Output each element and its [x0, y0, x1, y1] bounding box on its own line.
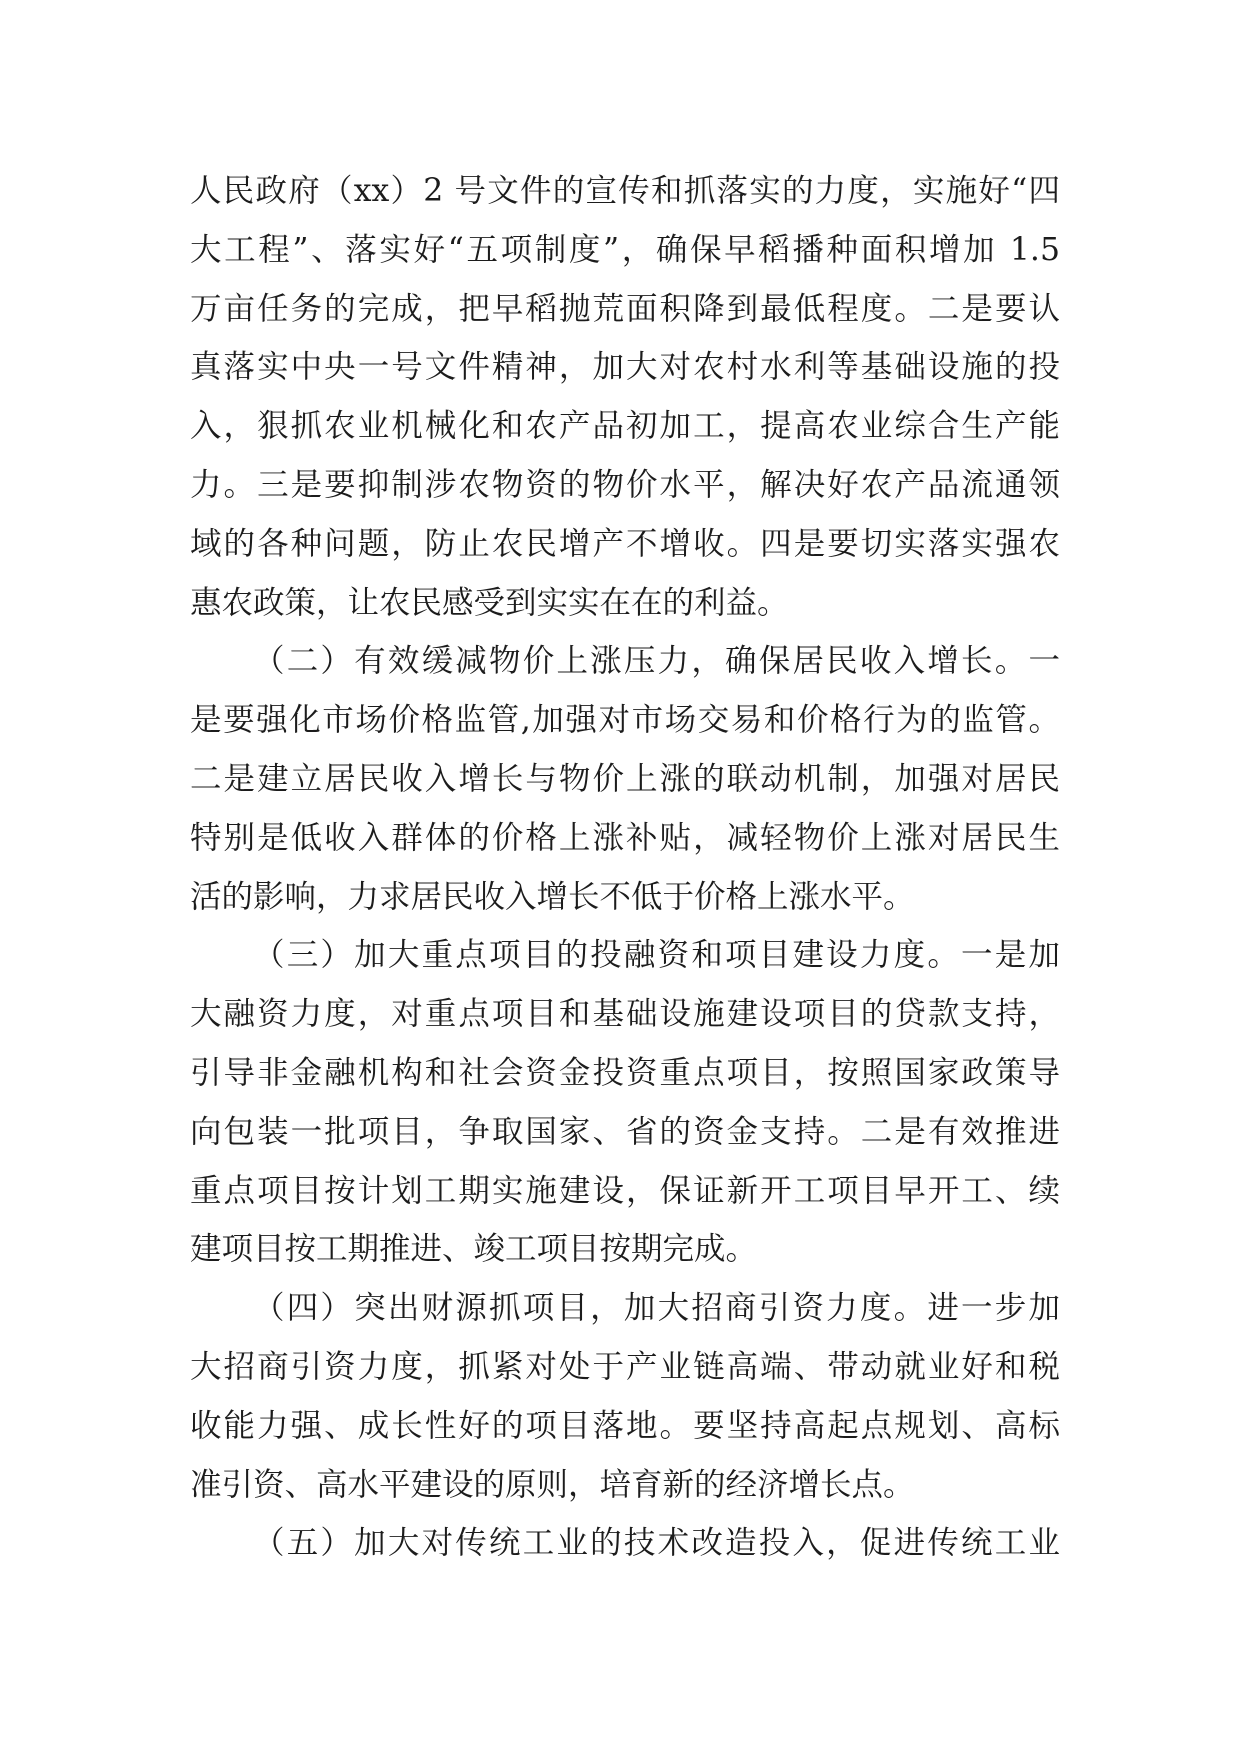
paragraph [190, 926, 1060, 1279]
text-line: 重点项目按计划工期实施建设，保证新开工项目早开工、续 [190, 1172, 1060, 1209]
paragraph [190, 1279, 1060, 1514]
text-line: 建项目按工期推进、竣工项目按期完成。 [190, 1231, 758, 1268]
text-line: 是要强化市场价格监管,加强对市场交易和价格行为的监管。 [190, 702, 1060, 739]
text-line: 真落实中央一号文件精神，加大对农村水利等基础设施的投 [190, 349, 1060, 386]
paragraph [190, 1514, 1060, 1573]
text-line: 大招商引资力度，抓紧对处于产业链高端、带动就业好和税 [190, 1348, 1060, 1385]
paragraph [190, 162, 1060, 632]
text-line: 活的影响，力求居民收入增长不低于价格上涨水平。 [190, 878, 915, 915]
text-line: 二是建立居民收入增长与物价上涨的联动机制，加强对居民 [190, 760, 1060, 797]
text-line: 引导非金融机构和社会资金投资重点项目，按照国家政策导 [190, 1054, 1060, 1091]
text-line: （五）加大对传统工业的技术改造投入，促进传统工业 [253, 1525, 1060, 1562]
text-line: 收能力强、成长性好的项目落地。要坚持高起点规划、高标 [190, 1407, 1060, 1444]
text-line: 万亩任务的完成，把早稻抛荒面积降到最低程度。二是要认 [190, 290, 1060, 327]
text-line: 大工程”、落实好“五项制度”，确保早稻播种面积增加 1.5 [190, 231, 1060, 268]
text-line: 准引资、高水平建设的原则，培育新的经济增长点。 [190, 1466, 915, 1503]
paragraph [190, 632, 1060, 926]
text-line: 特别是低收入群体的价格上涨补贴，减轻物价上涨对居民生 [190, 819, 1060, 856]
text-line: 人民政府（xx）2 号文件的宣传和抓落实的力度，实施好“四 [190, 173, 1060, 209]
text-line: 向包装一批项目，争取国家、省的资金支持。二是有效推进 [190, 1113, 1060, 1150]
text-line: 大融资力度，对重点项目和基础设施建设项目的贷款支持， [190, 996, 1060, 1033]
text-line: （三）加大重点项目的投融资和项目建设力度。一是加 [253, 937, 1060, 974]
text-line: 惠农政策，让农民感受到实实在在的利益。 [190, 584, 789, 621]
text-line: （四）突出财源抓项目，加大招商引资力度。进一步加 [253, 1290, 1060, 1327]
document-body [190, 162, 1060, 1573]
text-line: （二）有效缓减物价上涨压力，确保居民收入增长。一 [253, 643, 1060, 680]
text-line: 入，狠抓农业机械化和农产品初加工，提高农业综合生产能 [190, 408, 1060, 445]
text-line: 域的各种问题，防止农民增产不增收。四是要切实落实强农 [190, 525, 1060, 562]
text-line: 力。三是要抑制涉农物资的物价水平，解决好农产品流通领 [190, 466, 1060, 503]
